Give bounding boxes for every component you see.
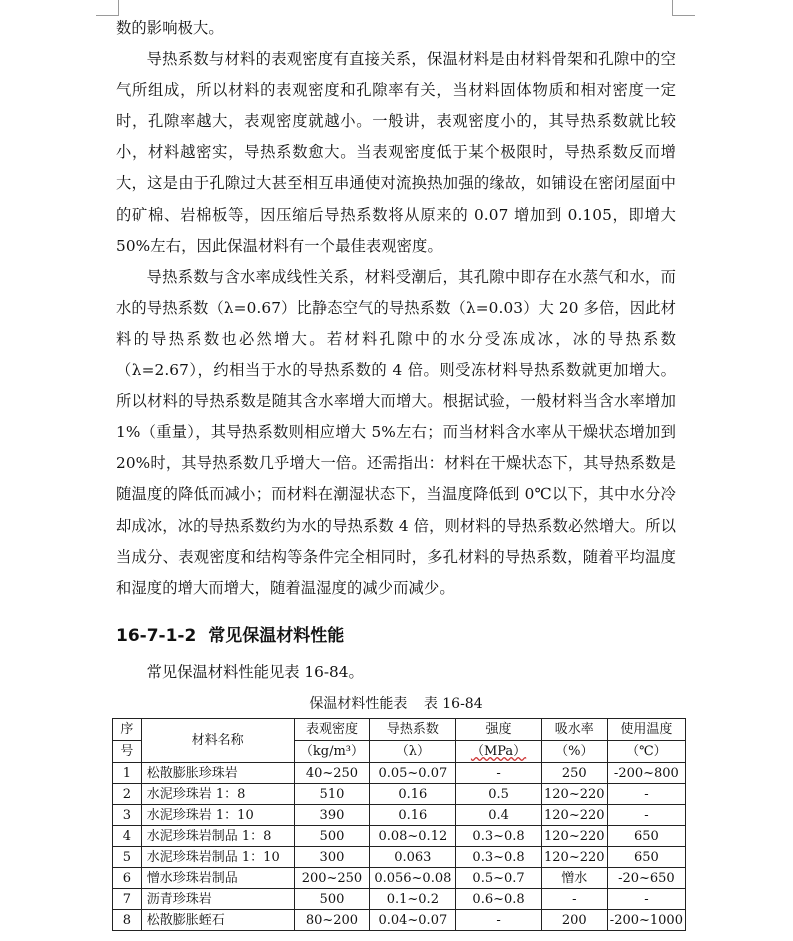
table-row [113, 868, 686, 889]
header-cell-conductivity: 导热系数 [370, 719, 456, 741]
cell-index: 4 [113, 826, 142, 847]
cell-temperature: - [607, 784, 685, 805]
table-row [113, 889, 686, 910]
cell-conductivity: 0.04~0.07 [370, 910, 456, 931]
table-row [113, 910, 686, 931]
table-caption-code: 表 16-84 [423, 695, 483, 712]
header-cell-strength: 强度 [456, 719, 541, 741]
table-row [113, 805, 686, 826]
cell-material: 水泥珍珠岩制品 1：10 [141, 847, 294, 868]
header-cell-temperature: 使用温度 [607, 719, 685, 741]
cell-temperature: - [607, 889, 685, 910]
section-number: 16-7-1-2 [116, 625, 197, 646]
header-cell-index: 序 [113, 719, 142, 741]
table-row [113, 784, 686, 805]
cell-material: 水泥珍珠岩 1：8 [141, 784, 294, 805]
cell-material: 松散膨胀蛭石 [141, 910, 294, 931]
cell-conductivity: 0.16 [370, 784, 456, 805]
cell-density: 510 [294, 784, 370, 805]
cell-absorption: 120~220 [541, 784, 607, 805]
header-unit-temperature: （℃） [607, 741, 685, 763]
cell-temperature: 650 [607, 826, 685, 847]
header-unit-conductivity: （λ） [370, 741, 456, 763]
cell-density: 500 [294, 826, 370, 847]
cell-material: 憎水珍珠岩制品 [141, 868, 294, 889]
table-body [113, 719, 686, 931]
header-cell-absorption: 吸水率 [541, 719, 607, 741]
section-title: 常见保温材料性能 [208, 625, 345, 646]
document-page [116, 13, 676, 714]
cell-conductivity: 0.08~0.12 [370, 826, 456, 847]
header-cell-material: 材料名称 [141, 719, 294, 763]
cell-material: 水泥珍珠岩制品 1：8 [141, 826, 294, 847]
cell-temperature: 650 [607, 847, 685, 868]
table-row [113, 826, 686, 847]
header-cell-density: 表观密度 [294, 719, 370, 741]
cell-absorption: 120~220 [541, 847, 607, 868]
cell-conductivity: 0.063 [370, 847, 456, 868]
cell-conductivity: 0.1~0.2 [370, 889, 456, 910]
cell-absorption: 200 [541, 910, 607, 931]
cell-index: 1 [113, 763, 142, 784]
insulation-properties-table [112, 718, 686, 931]
cell-absorption: 250 [541, 763, 607, 784]
cell-index: 2 [113, 784, 142, 805]
cell-absorption: - [541, 889, 607, 910]
paragraph-continuation: 数的影响极大。 [116, 19, 224, 37]
table-intro-text: 常见保温材料性能见表 16-84。 [146, 662, 364, 681]
cell-density: 300 [294, 847, 370, 868]
cell-material: 松散膨胀珍珠岩 [141, 763, 294, 784]
cell-strength: 0.3~0.8 [456, 847, 541, 868]
cell-strength: 0.5 [456, 784, 541, 805]
cell-conductivity: 0.16 [370, 805, 456, 826]
cell-density: 390 [294, 805, 370, 826]
cell-strength: - [456, 763, 541, 784]
cell-temperature: -200~800 [607, 763, 685, 784]
header-unit-density: （kg/m³） [294, 741, 370, 763]
paragraph-moisture: 导热系数与含水率成线性关系，材料受潮后，其孔隙中即存在水蒸气和水，而水的导热系数（λ=0.67）比静态空气的导热系数（λ=0.03）大 20 多倍，因此材料的导热系数也必然增大。若材料孔隙中的水分受冻成冰，冰的导热系数（λ=2.67），约相当于水的导热系数的 4 倍。则受冻材料导热系数就更加增大。所以材料的导热系数是随其含水率增大而增大。根据试验，一般材料当含水率增加 1%（重量），其导热系数则相应增大 5%左右；而当材料含水率从干燥状态增加到 20%时，其导热系数几乎增大一倍。还需指出：材料在干燥状态下，其导热系数是随温度的降低而减小；而材料在潮湿状态下，当温度降低到 0℃以下，其中水分冷却成冰，冰的导热系数约为水的导热系数 4 倍，则材料的导热系数必然增大。所以当成分、表观密度和结构等条件完全相同时，多孔材料的导热系数，随着平均温度和湿度的增大而增大，随着温湿度的减少而减少。 [116, 267, 676, 597]
cell-density: 500 [294, 889, 370, 910]
header-cell-index-2: 号 [113, 741, 142, 763]
cell-conductivity: 0.05~0.07 [370, 763, 456, 784]
table-row [113, 763, 686, 784]
cell-strength: 0.5~0.7 [456, 868, 541, 889]
cell-absorption: 憎水 [541, 868, 607, 889]
cell-index: 7 [113, 889, 142, 910]
cell-temperature: -200~1000 [607, 910, 685, 931]
table-row [113, 847, 686, 868]
cell-material: 水泥珍珠岩 1：10 [141, 805, 294, 826]
cell-strength: 0.3~0.8 [456, 826, 541, 847]
cell-temperature: -20~650 [607, 868, 685, 889]
cell-index: 3 [113, 805, 142, 826]
cell-index: 8 [113, 910, 142, 931]
cell-material: 沥青珍珠岩 [141, 889, 294, 910]
cell-density: 200~250 [294, 868, 370, 889]
cell-strength: - [456, 910, 541, 931]
header-unit-strength: （MPa） [456, 741, 541, 763]
table-caption [116, 694, 676, 714]
section-heading [116, 624, 676, 648]
cell-density: 40~250 [294, 763, 370, 784]
cell-absorption: 120~220 [541, 826, 607, 847]
cell-conductivity: 0.056~0.08 [370, 868, 456, 889]
cell-strength: 0.4 [456, 805, 541, 826]
paragraph-density: 导热系数与材料的表观密度有直接关系，保温材料是由材料骨架和孔隙中的空气所组成，所以材料的表观密度和孔隙率有关，当材料固体物质和相对密度一定时，孔隙率越大，表观密度就越小。一般讲，表观密度小的，其导热系数就比较小，材料越密实，导热系数愈大。当表观密度低于某个极限时，导热系数反而增大，这是由于孔隙过大甚至相互串通使对流换热加强的缘故，如铺设在密闭屋面中的矿棉、岩棉板等，因压缩后导热系数将从原来的 0.07 增加到 0.105，即增大 50%左右，因此保温材料有一个最佳表观密度。 [116, 50, 676, 255]
table-caption-title: 保温材料性能表 [309, 695, 408, 712]
cell-absorption: 120~220 [541, 805, 607, 826]
cell-density: 80~200 [294, 910, 370, 931]
cell-index: 6 [113, 868, 142, 889]
header-unit-absorption: （%） [541, 741, 607, 763]
cell-strength: 0.6~0.8 [456, 889, 541, 910]
cell-index: 5 [113, 847, 142, 868]
cell-temperature: - [607, 805, 685, 826]
table-header-row [113, 719, 686, 741]
